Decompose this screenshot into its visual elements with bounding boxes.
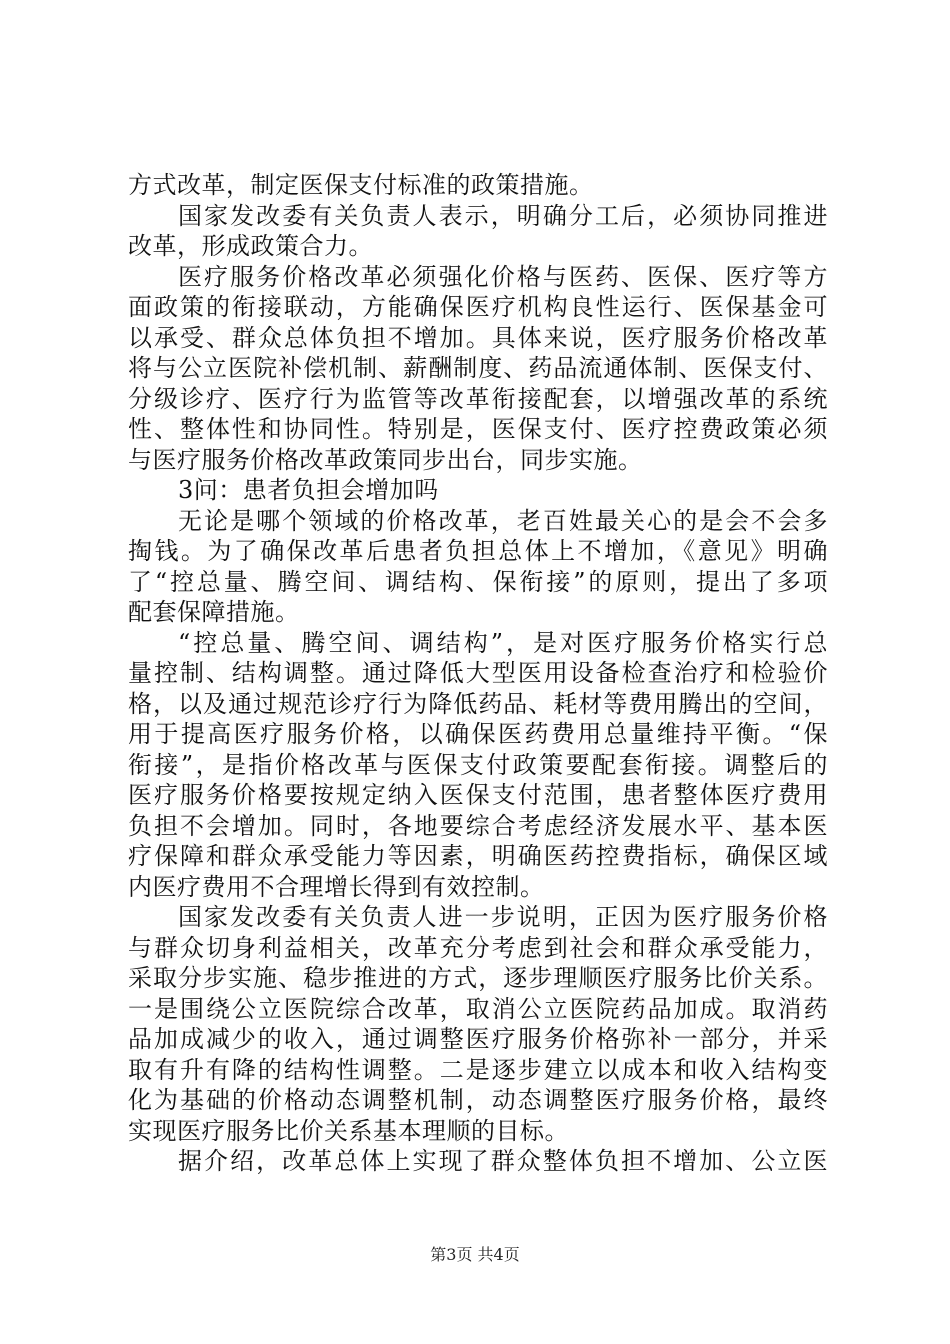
page-footer: 第3页 共4页 bbox=[430, 1245, 520, 1264]
text-line: 了“控总量、腾空间、调结构、保衔接”的原则，提出了多项 bbox=[128, 567, 828, 596]
paragraph bbox=[128, 170, 828, 201]
text-line: 取有升有降的结构性调整。二是逐步建立以成本和收入结构变 bbox=[128, 1055, 828, 1084]
paragraph bbox=[128, 628, 828, 903]
text-line: 格，以及通过规范诊疗行为降低药品、耗材等费用腾出的空间， bbox=[128, 689, 828, 718]
text-line: 医疗服务价格改革必须强化价格与医药、医保、医疗等方 bbox=[178, 262, 828, 291]
text-line: 以承受、群众总体负担不增加。具体来说，医疗服务价格改革 bbox=[128, 323, 828, 352]
paragraph bbox=[128, 1146, 828, 1177]
text-line: 医疗服务价格要按规定纳入医保支付范围，患者整体医疗费用 bbox=[128, 781, 828, 809]
text-line: 疗保障和群众承受能力等因素，明确医药控费指标，确保区域 bbox=[128, 842, 828, 870]
text-line: 与群众切身利益相关，改革充分考虑到社会和群众承受能力， bbox=[128, 933, 828, 962]
text-line: 分级诊疗、医疗行为监管等改革衔接配套，以增强改革的系统 bbox=[128, 384, 828, 413]
text-line: 无论是哪个领域的价格改革，老百姓最关心的是会不会多 bbox=[178, 506, 828, 535]
text-line: 内医疗费用不合理增长得到有效控制。 bbox=[128, 872, 545, 901]
text-line: 国家发改委有关负责人进一步说明，正因为医疗服务价格 bbox=[178, 903, 828, 931]
text-line: 采取分步实施、稳步推进的方式，逐步理顺医疗服务比价关系。 bbox=[128, 964, 828, 992]
text-line: 3问：患者负担会增加吗 bbox=[178, 476, 439, 504]
text-line: 将与公立医院补偿机制、薪酬制度、药品流通体制、医保支付、 bbox=[128, 354, 828, 382]
text-line: 配套保障措施。 bbox=[128, 598, 300, 626]
text-line: 品加成减少的收入，通过调整医疗服务价格弥补一部分，并采 bbox=[128, 1025, 828, 1053]
paragraph bbox=[128, 902, 828, 1146]
text-line: 改革，形成政策合力。 bbox=[128, 232, 373, 260]
text-line: 实现医疗服务比价关系基本理顺的目标。 bbox=[128, 1116, 569, 1145]
text-line: 一是围绕公立医院综合改革，取消公立医院药品加成。取消药 bbox=[128, 994, 828, 1023]
document-body bbox=[128, 170, 828, 1177]
text-line: 掏钱。为了确保改革后患者负担总体上不增加，《意见》明确 bbox=[128, 537, 828, 565]
text-line: 用于提高医疗服务价格，以确保医药费用总量维持平衡。“保 bbox=[128, 720, 828, 748]
text-line: 据介绍，改革总体上实现了群众整体负担不增加、公立医 bbox=[178, 1147, 828, 1175]
text-line: 方式改革，制定医保支付标准的政策措施。 bbox=[128, 171, 594, 199]
paragraph bbox=[128, 506, 828, 628]
text-line: 衔接”，是指价格改革与医保支付政策要配套衔接。调整后的 bbox=[128, 750, 828, 779]
paragraph bbox=[128, 475, 828, 506]
paragraph bbox=[128, 201, 828, 262]
text-line: 性、整体性和协同性。特别是，医保支付、医疗控费政策必须 bbox=[128, 415, 828, 443]
text-line: 国家发改委有关负责人表示，明确分工后，必须协同推进 bbox=[178, 201, 828, 230]
text-line: 化为基础的价格动态调整机制，动态调整医疗服务价格，最终 bbox=[128, 1086, 828, 1114]
paragraph bbox=[128, 262, 828, 476]
text-line: 与医疗服务价格改革政策同步出台，同步实施。 bbox=[128, 445, 643, 474]
text-line: 量控制、结构调整。通过降低大型医用设备检查治疗和检验价 bbox=[128, 659, 828, 687]
text-line: 负担不会增加。同时，各地要综合考虑经济发展水平、基本医 bbox=[128, 811, 828, 840]
text-line: “控总量、腾空间、调结构”，是对医疗服务价格实行总 bbox=[178, 628, 828, 657]
text-line: 面政策的衔接联动，方能确保医疗机构良性运行、医保基金可 bbox=[128, 293, 828, 321]
